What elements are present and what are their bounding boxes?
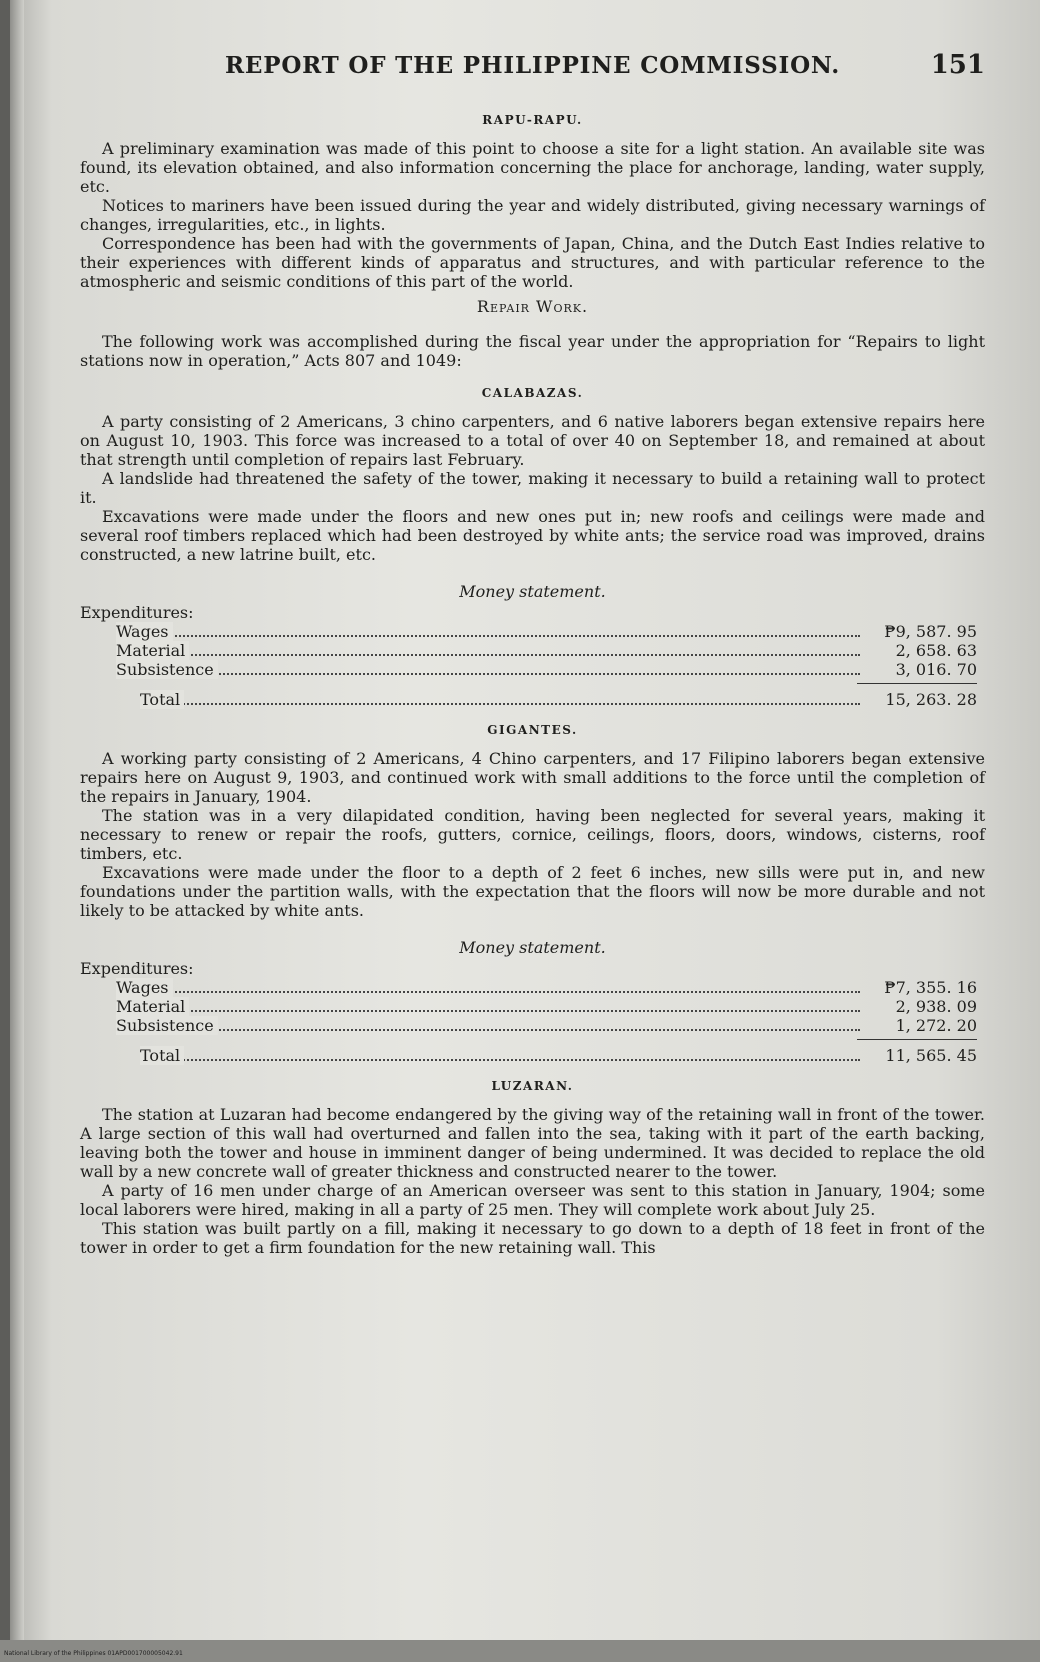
paragraph: A party of 16 men under charge of an American overseer was sent to this station in January, 1904; some local laborers were hired, making in all a party of 25 men. They will complete work about July 25.	[80, 1181, 985, 1219]
page-number: 151	[930, 50, 985, 80]
total-label: Total	[140, 1046, 184, 1065]
expense-amount: 2, 938. 09	[895, 997, 977, 1016]
money-statement-title: Money statement.	[459, 582, 606, 601]
total-rule	[857, 1039, 977, 1040]
total-rule	[857, 683, 977, 684]
paragraph: The following work was accomplished during the fiscal year under the appropriation for “Repairs to light stations now in operation,” Acts 807 and 1049:	[80, 332, 985, 370]
paragraph: Notices to mariners have been issued during the year and widely distributed, giving necessary warnings of changes, irregularities, etc., in lights.	[80, 196, 985, 234]
money-statement-gigantes	[80, 959, 985, 1065]
expense-item: Material	[116, 641, 189, 660]
money-statement-title: Money statement.	[459, 938, 606, 957]
total-label: Total	[140, 690, 184, 709]
scan-id: National Library of the Philippines 01APD001700005042.91	[4, 1650, 183, 1657]
total-amount: 11, 565. 45	[885, 1046, 977, 1065]
expenditures-label: Expenditures:	[80, 959, 194, 978]
page-binding-edge	[0, 0, 10, 1662]
section-heading-repair-work: Repair Work.	[476, 297, 589, 316]
expense-item: Subsistence	[116, 1016, 218, 1035]
expense-item: Wages	[116, 622, 173, 641]
paragraph: The station at Luzaran had become endangered by the giving way of the retaining wall in front of the tower. A large section of this wall had overturned and fallen into the sea, taking with it part of the earth backing, leaving both the tower and house in imminent danger of being undermined. It was decided to replace the old wall by a new concrete wall of greater thickness and constructed nearer to the tower.	[80, 1105, 985, 1181]
expense-item: Wages	[116, 978, 173, 997]
expense-item: Material	[116, 997, 189, 1016]
expenditures-label: Expenditures:	[80, 603, 194, 622]
expense-item: Subsistence	[116, 660, 218, 679]
expense-amount: ₱9, 587. 95	[884, 622, 977, 641]
total-row	[80, 1046, 985, 1065]
section-heading-calabazas: CALABAZAS.	[481, 386, 584, 400]
section-heading-gigantes: GIGANTES.	[487, 723, 578, 737]
expense-row	[80, 641, 985, 660]
page-body	[80, 105, 985, 1257]
page-header	[225, 52, 985, 88]
total-row	[80, 690, 985, 709]
money-statement-calabazas	[80, 603, 985, 709]
section-heading-rapu-rapu: RAPU-RAPU.	[482, 113, 583, 127]
expense-row	[80, 997, 985, 1016]
paragraph: The station was in a very dilapidated condition, having been neglected for several years, making it necessary to renew or repair the roofs, gutters, cornice, ceilings, floors, doors, windows, cisterns, roof timbers, etc.	[80, 806, 985, 863]
paragraph: Correspondence has been had with the governments of Japan, China, and the Dutch East Indies relative to their experiences with different kinds of apparatus and structures, and with particular reference to the atmospheric and seismic conditions of this part of the world.	[80, 234, 985, 291]
expense-row	[80, 978, 985, 997]
expense-amount: 2, 658. 63	[895, 641, 977, 660]
paragraph: A party consisting of 2 Americans, 3 chino carpenters, and 6 native laborers began extensive repairs here on August 10, 1903. This force was increased to a total of over 40 on September 18, and remained at about that strength until completion of repairs last February.	[80, 412, 985, 469]
expense-row	[80, 660, 985, 679]
paragraph: Excavations were made under the floors and new ones put in; new roofs and ceilings were made and several roof timbers replaced which had been destroyed by white ants; the service road was improved, drains constructed, a new latrine built, etc.	[80, 507, 985, 564]
expense-amount: 1, 272. 20	[895, 1016, 977, 1035]
paragraph: A landslide had threatened the safety of the tower, making it necessary to build a retaining wall to protect it.	[80, 469, 985, 507]
paragraph: Excavations were made under the floor to a depth of 2 feet 6 inches, new sills were put in, and new foundations under the partition walls, with the expectation that the floors will now be more durable and not likely to be attacked by white ants.	[80, 863, 985, 920]
expense-row	[80, 622, 985, 641]
paragraph: A working party consisting of 2 Americans, 4 Chino carpenters, and 17 Filipino laborers began extensive repairs here on August 9, 1903, and continued work with small additions to the force until the completion of the repairs in January, 1904.	[80, 749, 985, 806]
page-binding-shadow	[10, 0, 24, 1662]
section-heading-luzaran: LUZARAN.	[491, 1079, 574, 1093]
total-amount: 15, 263. 28	[885, 690, 977, 709]
expense-amount: ₱7, 355. 16	[884, 978, 977, 997]
running-title: REPORT OF THE PHILIPPINE COMMISSION.	[225, 52, 841, 79]
expense-row	[80, 1016, 985, 1035]
paragraph: This station was built partly on a fill, making it necessary to go down to a depth of 18 feet in front of the tower in order to get a firm foundation for the new retaining wall. This	[80, 1219, 985, 1257]
paragraph: A preliminary examination was made of this point to choose a site for a light station. An available site was found, its elevation obtained, and also information concerning the place for anchorage, landing, water supply, etc.	[80, 139, 985, 196]
expense-amount: 3, 016. 70	[895, 660, 977, 679]
